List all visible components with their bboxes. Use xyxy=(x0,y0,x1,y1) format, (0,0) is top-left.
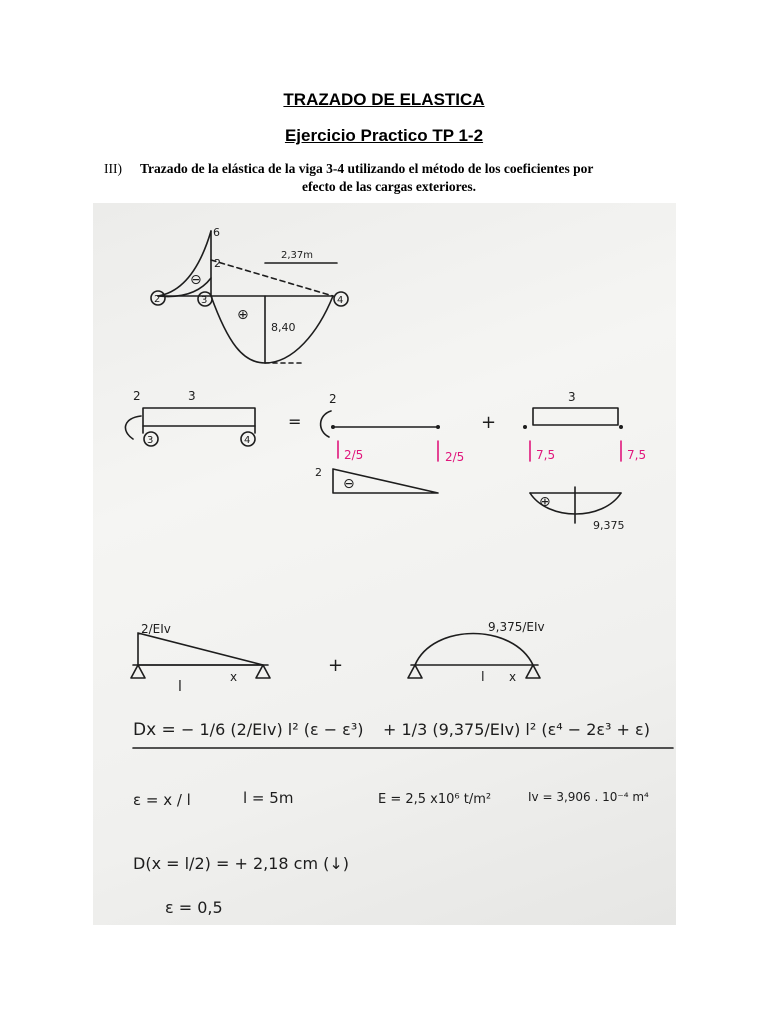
equals-sign: = xyxy=(288,412,302,431)
reaction-d: 7,5 xyxy=(627,448,647,462)
handwritten-sketch-photo xyxy=(93,203,676,925)
moment-positive-sign: ⊕ xyxy=(237,307,249,323)
elastic-x2: x xyxy=(509,670,517,684)
elastic-x: x xyxy=(230,670,238,684)
result-deflection: D(x = l/2) = + 2,18 cm (↓) xyxy=(133,854,350,873)
section-text-line1: Trazado de la elástica de la viga 3-4 utilizando el método de los coeficientes por xyxy=(139,161,594,176)
formula-term2: + 1/3 (9,375/EIv) l² (ε⁴ − 2ε³ + ε) xyxy=(383,720,650,739)
moment-node-3: 3 xyxy=(201,295,208,306)
parabola-positive-sign: ⊕ xyxy=(539,494,551,510)
elastic-loads xyxy=(131,620,545,695)
elastic-length-l: l xyxy=(178,679,182,695)
formula-lhs: Dx = xyxy=(133,720,176,740)
load-3-label: 3 xyxy=(568,390,576,404)
sketch-drawing xyxy=(93,203,676,925)
section-number: III) xyxy=(104,161,122,176)
document-title: TRAZADO DE ELASTICA xyxy=(283,90,485,109)
parabola-value: 9,375 xyxy=(593,519,625,532)
beam-node-3: 3 xyxy=(147,435,154,446)
reaction-b: 2/5 xyxy=(445,450,465,464)
reaction-a: 2/5 xyxy=(344,448,364,462)
elastic-load-1: 2/EIv xyxy=(141,622,171,636)
document-subtitle: Ejercicio Practico TP 1-2 xyxy=(284,126,484,145)
moment-negative-sign: ⊖ xyxy=(190,272,202,288)
moment-2-label: 2 xyxy=(329,392,337,406)
param-inertia: Iv = 3,906 . 10⁻⁴ m⁴ xyxy=(528,790,649,804)
reaction-c: 7,5 xyxy=(536,448,556,462)
param-modulus: E = 2,5 x10⁶ t/m² xyxy=(378,792,492,807)
moment-distance: 2,37m xyxy=(281,250,314,261)
moment-node-2: 2 xyxy=(154,294,161,305)
elastic-length-l2: l xyxy=(481,670,485,685)
elastic-load-2: 9,375/EIv xyxy=(488,620,545,634)
moment-node-4: 4 xyxy=(337,295,344,306)
formula-term1: − 1/6 (2/EIv) l² (ε − ε³) xyxy=(181,720,364,739)
moment-max-value: 8,40 xyxy=(271,321,296,334)
elastic-plus: + xyxy=(328,655,344,676)
section-text-line2: efecto de las cargas exteriores. xyxy=(301,179,477,194)
beam-label-3: 3 xyxy=(188,389,196,403)
moment-top-value: 6 xyxy=(213,226,220,239)
triangle-negative-sign: ⊖ xyxy=(343,476,355,492)
section-description xyxy=(104,160,674,196)
param-length: l = 5m xyxy=(243,789,294,807)
beam-label-2: 2 xyxy=(133,389,141,403)
param-epsilon: ε = x / l xyxy=(133,791,191,809)
result-epsilon: ε = 0,5 xyxy=(165,898,223,917)
moment-value-2: 2 xyxy=(214,257,221,270)
moment-diagram xyxy=(151,226,348,363)
plus-sign: + xyxy=(481,412,497,433)
beam-decomposition xyxy=(125,389,646,532)
triangle-value: 2 xyxy=(315,466,322,479)
beam-node-4: 4 xyxy=(244,435,251,446)
deflection-formula xyxy=(133,720,673,917)
